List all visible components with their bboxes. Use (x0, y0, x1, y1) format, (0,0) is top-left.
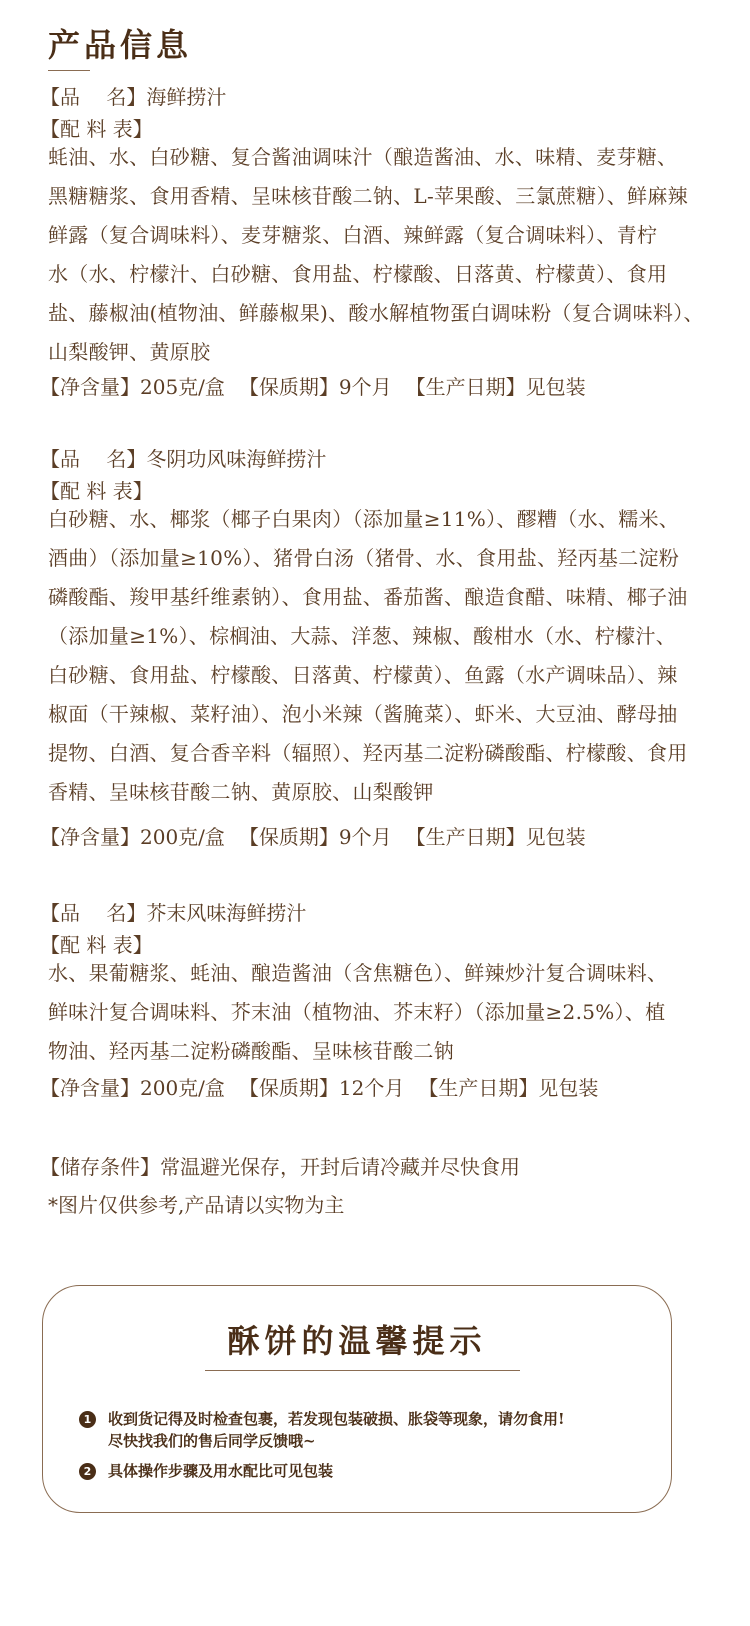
product-name-line (40, 84, 730, 110)
shelf-life-value: 9个月 (338, 825, 392, 849)
net-content-value: 200克/盒 (140, 1076, 225, 1100)
product-block-2 (40, 446, 730, 850)
tips-title: 酥饼的温馨提示 (227, 1322, 487, 1360)
production-date (418, 1076, 598, 1100)
ingredient-line: （添加量≥1%）、棕榈油、大蒜、洋葱、辣椒、酸柑水（水、柠檬汁、 (48, 624, 677, 648)
ingredient-line: 酒曲）（添加量≥10%）、猪骨白汤（猪骨、水、食用盐、羟丙基二淀粉 (48, 546, 680, 570)
net-content-label: 【净含量】 (40, 825, 140, 849)
tip-text: 收到货记得及时检查包裹，若发现包装破损、胀袋等现象，请勿食用! (108, 1410, 565, 1428)
product-name: 芥末风味海鲜捞汁 (146, 901, 307, 925)
tip-item-1 (79, 1408, 565, 1452)
ingredients-text (40, 500, 730, 812)
product-block-1 (40, 84, 730, 400)
production-date-label: 【生产日期】 (418, 1076, 539, 1100)
product-meta-line (40, 374, 730, 400)
production-date-value: 见包装 (525, 375, 586, 399)
shelf-life-value: 9个月 (338, 375, 392, 399)
product-block-3 (40, 900, 730, 1101)
tip-item-2 (79, 1460, 333, 1482)
ingredient-line: 白砂糖、食用盐、柠檬酸、日落黄、柠檬黄）、鱼露（水产调味品）、辣 (48, 663, 678, 687)
net-content-value: 205克/盒 (140, 375, 225, 399)
production-date-value: 见包装 (538, 1076, 599, 1100)
shelf-life-label: 【保质期】 (238, 375, 339, 399)
product-name-label: 【品 名】 (40, 85, 147, 109)
production-date (406, 375, 586, 399)
storage-label: 【储存条件】 (40, 1155, 160, 1179)
tips-box (42, 1285, 672, 1513)
title-divider (48, 70, 90, 71)
ingredient-line: 鲜露（复合调味料）、麦芽糖浆、白酒、辣鲜露（复合调味料）、青柠 (48, 223, 658, 247)
ingredient-line: 鲜味汁复合调味料、芥末油（植物油、芥末籽）（添加量≥2.5%）、植 (48, 1000, 666, 1024)
net-content (40, 1076, 225, 1100)
production-date-label: 【生产日期】 (405, 375, 526, 399)
shelf-life-label: 【保质期】 (238, 1076, 339, 1100)
product-name-label: 【品 名】 (40, 447, 147, 471)
shelf-life-value: 12个月 (338, 1076, 405, 1100)
storage-text: 常温避光保存，开封后请冷藏并尽快食用 (160, 1155, 520, 1179)
net-content (40, 825, 225, 849)
ingredient-line: 提物、白酒、复合香辛料（辐照）、羟丙基二淀粉磷酸酯、柠檬酸、食用 (48, 741, 688, 765)
tips-divider (205, 1370, 520, 1371)
ingredient-line: 磷酸酯、羧甲基纤维素钠）、食用盐、番茄酱、酿造食醋、味精、椰子油 (48, 585, 688, 609)
shelf-life (239, 825, 392, 849)
ingredient-line: 水、果葡糖浆、蚝油、酿造酱油（含焦糖色）、鲜辣炒汁复合调味料、 (48, 961, 668, 985)
production-date-label: 【生产日期】 (405, 825, 526, 849)
shelf-life (239, 1076, 404, 1100)
number-2-icon: 2 (79, 1463, 96, 1480)
net-content-label: 【净含量】 (40, 375, 140, 399)
storage-conditions (40, 1154, 520, 1180)
ingredient-line: 物油、羟丙基二淀粉磷酸酯、呈味核苷酸二钠 (48, 1039, 454, 1063)
production-date-value: 见包装 (525, 825, 586, 849)
shelf-life (239, 375, 392, 399)
net-content-value: 200克/盒 (140, 825, 225, 849)
ingredient-line: 香精、呈味核苷酸二钠、黄原胶、山梨酸钾 (48, 780, 434, 804)
tip-text: 尽快找我们的售后同学反馈哦~ (108, 1432, 316, 1450)
shelf-life-label: 【保质期】 (238, 825, 339, 849)
ingredient-line: 椒面（干辣椒、菜籽油）、泡小米辣（酱腌菜）、虾米、大豆油、酵母抽 (48, 702, 678, 726)
ingredients-text (40, 954, 730, 1071)
number-1-icon: 1 (79, 1411, 96, 1428)
product-name-line (40, 900, 730, 926)
ingredients-label: 【配 料 表】 (40, 479, 153, 503)
disclaimer-note: *图片仅供参考,产品请以实物为主 (48, 1193, 345, 1217)
tip-text: 具体操作步骤及用水配比可见包装 (108, 1462, 334, 1480)
net-content (40, 375, 225, 399)
page-title: 产品信息 (48, 26, 193, 64)
product-meta-line (40, 824, 730, 850)
ingredients-label: 【配 料 表】 (40, 117, 153, 141)
production-date (406, 825, 586, 849)
product-name: 冬阴功风味海鲜捞汁 (146, 447, 327, 471)
ingredient-line: 黑糖糖浆、食用香精、呈味核苷酸二钠、L-苹果酸、三氯蔗糖）、鲜麻辣 (48, 184, 688, 208)
ingredient-line: 水（水、柠檬汁、白砂糖、食用盐、柠檬酸、日落黄、柠檬黄）、食用 (48, 262, 668, 286)
ingredient-line: 蚝油、水、白砂糖、复合酱油调味汁（酿造酱油、水、味精、麦芽糖、 (48, 145, 678, 169)
net-content-label: 【净含量】 (40, 1076, 140, 1100)
ingredient-line: 盐、藤椒油(植物油、鲜藤椒果)、酸水解植物蛋白调味粉（复合调味料）、 (48, 301, 704, 325)
product-name-label: 【品 名】 (40, 901, 147, 925)
product-meta-line (40, 1075, 730, 1101)
product-name: 海鲜捞汁 (146, 85, 227, 109)
ingredients-text (40, 138, 730, 372)
product-name-line (40, 446, 730, 472)
ingredients-label: 【配 料 表】 (40, 933, 153, 957)
ingredient-line: 白砂糖、水、椰浆（椰子白果肉）（添加量≥11%）、醪糟（水、糯米、 (48, 507, 680, 531)
ingredient-line: 山梨酸钾、黄原胶 (48, 340, 211, 364)
